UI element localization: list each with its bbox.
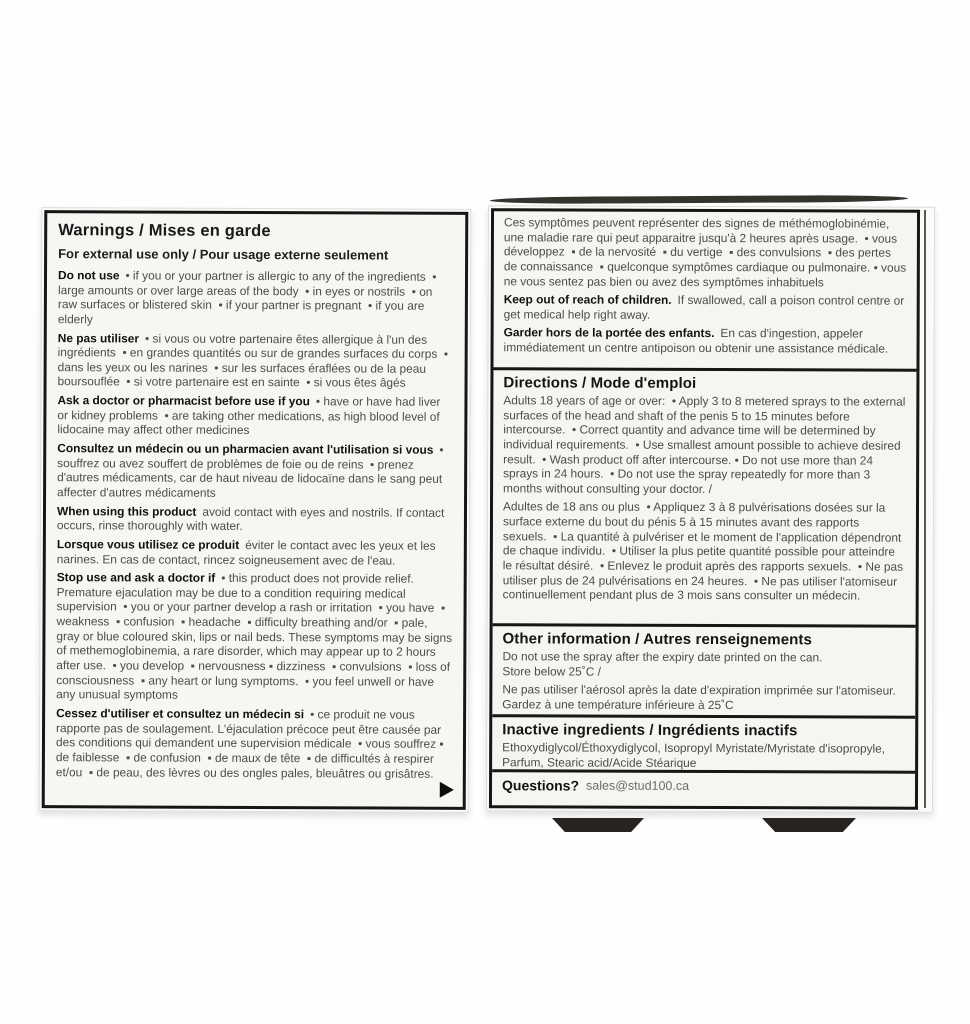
symptoms-continuation-text: Ces symptômes peuvent représenter des signes de méthémoglobinémie, une maladie rare qui peut apparaitre jusqu'à 2 heures après usage. • vous développez ▪ de la nervosité ▪ du vertige ▪ des convulsions ▪ des pertes de connaissance ▪ quelconque symptômes cardiaque ou pulmonaire. • vous ne vous sentez pas bien ou avez des symptômes inhabituels (503, 215, 910, 289)
warnings-panel-inner (42, 210, 469, 810)
paragraph-body: • have or have had liver or kidney problems • are taking other medications, as high blood level of lidocaine may affect other medicines (57, 394, 444, 438)
directions-english: Adults 18 years of age or over: • Apply 3 to 8 metered sprays to the external surfaces of the head and shaft of the penis 5 to 15 minutes before intercourse. • Correct quantity and advance time will be determined by individual requirements. • Use smallest amount possible to achieve desired result. • Wash product off after intercourse. • Do not use more than 24 sprays in 24 hours. • Do not use the spray repeatedly for more than 3 months without consulting your doctor. / (503, 393, 909, 496)
inactive-ingredients-list: Ethoxydiglycol/Éthoxydiglycol, Isopropyl Myristate/Myristate d'isopropyle, Parfum, Stearic acid/Acide Stéarique (502, 740, 889, 770)
directions-panel (486, 205, 935, 813)
continuation-arrow-icon (440, 782, 454, 798)
warning-paragraph-cessez (56, 706, 452, 781)
external-use-subtitle: For external use only / Pour usage externe seulement (58, 246, 389, 263)
warning-paragraph-when-using (57, 504, 453, 535)
paragraph-lead: Ask a doctor or pharmacist before use if you (57, 393, 310, 409)
directions-title: Directions / Mode d'emploi (503, 374, 697, 392)
directions-french: Adultes de 18 ans ou plus • Appliquez 3 à 8 pulvérisations dosées sur la surface externe du bout du pénis 5 à 15 minutes avant des rapports sexuels. • La quantité à pulvériser et le moment de l'application dépendront de chaque individu. • Utiliser la plus petite quantité possible pour atteindre le résultat désiré. • Enlevez le produit après des rapports sexuels. • Ne pas utiliser plus de 24 pulvérisations en 24 heures. • Ne pas utiliser l'atomiseur continuellement pendant plus de 3 mois sans consulter un médecin. (502, 499, 907, 603)
box-flap-shadow-right (762, 818, 856, 832)
paragraph-lead: Lorsque vous utilisez ce produit (56, 537, 240, 552)
warning-paragraph-stop-use (56, 570, 456, 703)
paragraph-body: If swallowed, call a poison control centre or get medical help right away. (503, 293, 908, 322)
warning-paragraph-do-not-use (58, 268, 454, 328)
paragraph-lead: Consultez un médecin ou un pharmacien avant l'utilisation si vous (57, 441, 434, 457)
paragraph-body: • ce produit ne vous rapporte pas de soulagement. L'éjaculation précoce peut être causée par des conditions qui demandent une supervision médicale • vous souffrez ▪ de faiblesse ▪ de confusion ▪ de maux de tête ▪ de difficultés à respirer et/ou ▪ de peau, des lèvres ou des ongles pales, bleuâtres ou grisâtres. (55, 707, 447, 781)
paragraph-lead: Ne pas utiliser (57, 330, 140, 346)
other-information-english: Do not use the spray after the expiry date printed on the can. Store below 25˚C / (502, 649, 823, 679)
questions-label: Questions? (502, 777, 580, 794)
inactive-ingredients-title: Inactive ingredients / Ingrédients inactifs (502, 721, 798, 740)
paragraph-body: éviter le contact avec les yeux et les narines. En cas de contact, rincez soigneusement avec de l'eau. (56, 537, 439, 568)
paragraph-body: avoid contact with eyes and nostrils. If contact occurs, rinse thoroughly with water. (56, 504, 448, 534)
box-fold-line (924, 210, 926, 808)
directions-panel-inner (489, 208, 920, 809)
paragraph-body: En cas d'ingestion, appeler immédiatement un centre antipoison ou obtenir une assistance médicale. (503, 326, 889, 356)
directions-section (493, 367, 917, 624)
other-information-section (492, 623, 915, 715)
paragraph-body: • si vous ou votre partenaire êtes allergique à l'un des ingrédients • en grandes quantités ou sur de grandes surfaces du corps • dans les yeux ou les narines • sur les surfaces éraflées ou de la peau boursouflée • si votre partenaire est en sainte • si vous êtes âgés (57, 331, 452, 391)
garder-hors-paragraph (504, 326, 907, 357)
warning-paragraph-ne-pas-utiliser (58, 331, 454, 391)
paragraph-lead: Cessez d'utiliser et consultez un médecin si (56, 706, 305, 722)
warnings-panel (39, 207, 472, 813)
paragraph-body: • if you or your partner is allergic to any of the ingredients • large amounts or over large areas of the body • in eyes or nostrils • on raw surfaces or blistered skin • if your partner is pregnant • if you are elderly (57, 268, 440, 327)
paragraph-body: • souffrez ou avez souffert de problèmes de foie ou de reins • prenez d'autres médicaments, car de haut niveau de lidocaïne dans le sang peut affecter d'autres médicaments (57, 442, 447, 500)
other-information-french: Ne pas utiliser l'aérosol après la date d'expiration imprimée sur l'atomiseur. Gardez à une température inférieure à 25˚C (502, 682, 900, 713)
paragraph-body: • this product does not provide relief. Premature ejaculation may be due to a condition requiring medical supervision • you or your partner develop a rash or irritation • you have ▪ weakness ▪ confusion ▪ headache ▪ difficulty breathing and/or ▪ pale, gray or blue coloured skin, lips or nail beds. These symptoms may be signs of methemoglobinemia, a rare disorder, which may appear up to 2 hours after use. • you develop ▪ nervousness ▪ dizziness ▪ convulsions ▪ loss of consciousness ▪ any heart or lung symptoms. • you feel unwell or have any unusual symptoms (56, 571, 456, 702)
questions-section (492, 769, 915, 806)
questions-email: sales@stud100.ca (586, 778, 690, 793)
paragraph-lead: When using this product (56, 503, 197, 519)
keep-out-of-reach-paragraph (504, 292, 907, 323)
inactive-ingredients-section (492, 714, 915, 770)
warning-paragraph-ask-doctor (57, 393, 453, 439)
paragraph-lead: Stop use and ask a doctor if (56, 570, 216, 585)
warnings-title: Warnings / Mises en garde (58, 221, 271, 241)
paragraph-lead: Keep out of reach of children. (503, 292, 672, 308)
box-slit-shadow (490, 195, 908, 204)
paragraph-lead: Do not use (57, 268, 120, 283)
warning-paragraph-consultez-medecin (57, 441, 453, 501)
box-flap-shadow-left (552, 818, 644, 832)
other-information-title: Other information / Autres renseignements (502, 630, 813, 649)
symptoms-continuation-section (493, 211, 917, 368)
paragraph-lead: Garder hors de la portée des enfants. (503, 325, 715, 341)
warning-paragraph-lorsque-vous (57, 537, 453, 568)
